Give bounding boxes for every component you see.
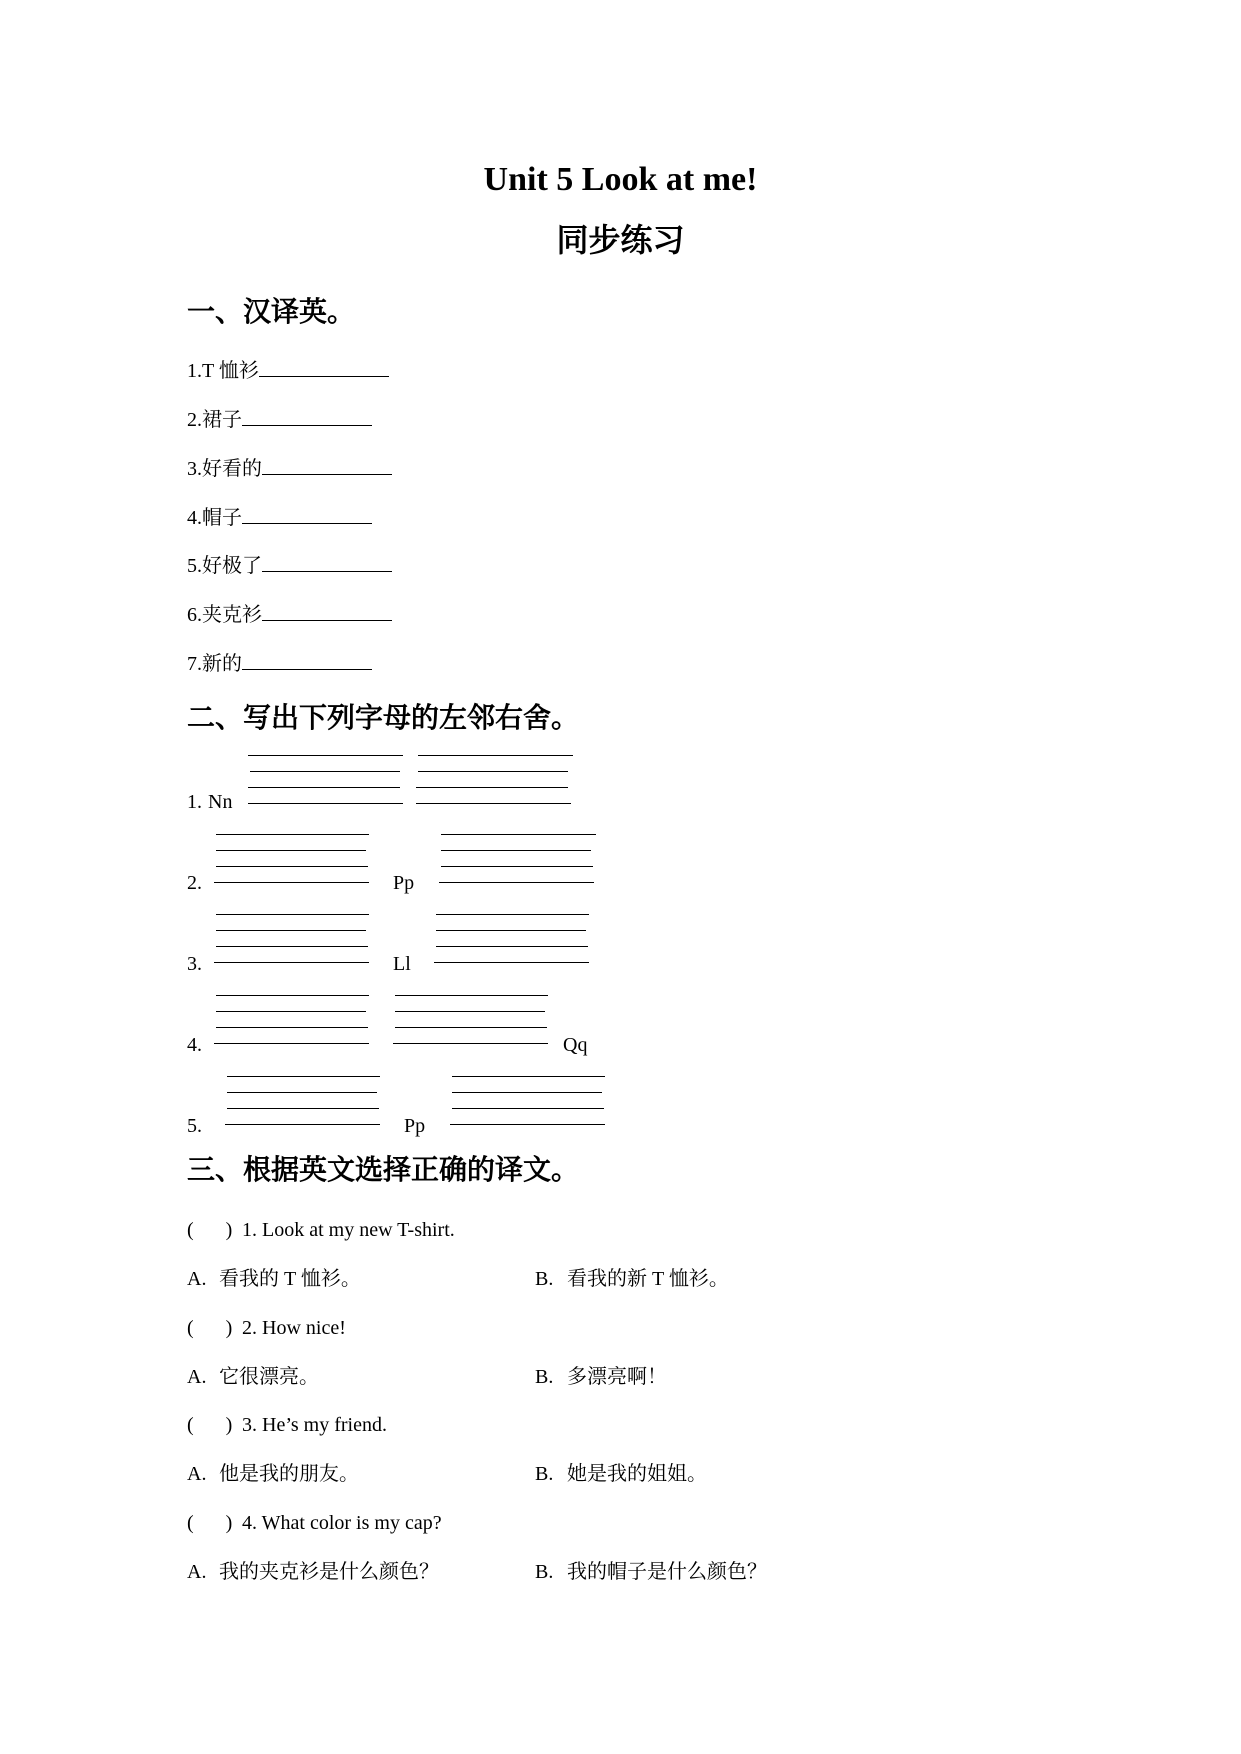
answer-blank[interactable] (242, 405, 372, 426)
answer-lines[interactable] (434, 908, 586, 978)
row-letter: Ll (393, 953, 411, 975)
item-label: 4.帽子 (187, 507, 242, 529)
question-2 (187, 1315, 346, 1341)
option-a: A. 他是我的朋友。 (187, 1463, 359, 1485)
answer-lines[interactable] (450, 1070, 602, 1140)
translate-item-7 (187, 649, 372, 677)
answer-blank[interactable] (259, 356, 389, 377)
item-label: 6.夹克衫 (187, 604, 262, 626)
item-label: 2.裙子 (187, 409, 242, 431)
answer-blank[interactable] (262, 600, 392, 621)
translate-item-2 (187, 405, 372, 433)
row-number: 3. (187, 953, 202, 975)
item-label: 3.好看的 (187, 458, 262, 480)
answer-blank[interactable] (262, 551, 392, 572)
answer-paren[interactable]: ( ) (187, 1317, 233, 1339)
row-letter: Nn (208, 791, 233, 813)
answer-lines[interactable] (214, 827, 366, 897)
worksheet-subtitle: 同步练习 (556, 221, 685, 259)
answer-blank[interactable] (242, 503, 372, 524)
answer-lines[interactable] (225, 1070, 377, 1140)
question-text: 3. He’s my friend. (242, 1414, 387, 1436)
section-1-heading: 一、汉译英。 (187, 295, 356, 328)
row-number: 2. (187, 872, 202, 894)
option-b: B. 她是我的姐姐。 (535, 1463, 707, 1485)
answer-lines[interactable] (416, 746, 568, 816)
question-text: 4. What color is my cap? (242, 1512, 442, 1534)
row-letter: Pp (404, 1115, 426, 1137)
row-number: 5. (187, 1115, 202, 1137)
letter-row-3 (0, 908, 1241, 980)
translate-item-5 (187, 551, 392, 579)
letter-row-5 (0, 1070, 1241, 1142)
letter-row-1 (0, 746, 1241, 818)
section-2-heading: 二、写出下列字母的左邻右舍。 (187, 701, 580, 734)
option-b: B. 我的帽子是什么颜色？ (535, 1561, 767, 1583)
option-b: B. 看我的新 T 恤衫。 (535, 1268, 729, 1290)
question-3 (187, 1412, 387, 1438)
answer-blank[interactable] (262, 454, 392, 475)
item-label: 1.T 恤衫 (187, 360, 259, 382)
answer-lines[interactable] (439, 827, 591, 897)
row-number: 4. (187, 1034, 202, 1056)
answer-lines[interactable] (214, 989, 366, 1059)
worksheet-title: Unit 5 Look at me! (483, 161, 758, 198)
question-4 (187, 1510, 442, 1536)
translate-item-3 (187, 454, 392, 482)
answer-lines[interactable] (248, 746, 400, 816)
answer-blank[interactable] (242, 649, 372, 670)
translate-item-6 (187, 600, 392, 628)
answer-paren[interactable]: ( ) (187, 1414, 233, 1436)
answer-lines[interactable] (393, 989, 545, 1059)
option-a: A. 看我的 T 恤衫。 (187, 1268, 361, 1290)
translate-item-4 (187, 503, 372, 531)
row-number: 1. (187, 791, 202, 813)
item-label: 5.好极了 (187, 555, 262, 577)
option-b: B. 多漂亮啊！ (535, 1366, 667, 1388)
answer-lines[interactable] (214, 908, 366, 978)
section-3-heading: 三、根据英文选择正确的译文。 (187, 1153, 580, 1186)
question-text: 2. How nice! (242, 1317, 346, 1339)
option-a: A. 它很漂亮。 (187, 1366, 319, 1388)
item-label: 7.新的 (187, 653, 242, 675)
question-1 (187, 1217, 455, 1243)
question-text: 1. Look at my new T-shirt. (242, 1219, 455, 1241)
answer-paren[interactable]: ( ) (187, 1512, 233, 1534)
answer-paren[interactable]: ( ) (187, 1219, 233, 1241)
row-letter: Qq (563, 1034, 588, 1056)
option-a: A. 我的夹克衫是什么颜色？ (187, 1561, 439, 1583)
translate-item-1 (187, 356, 389, 384)
row-letter: Pp (393, 872, 415, 894)
letter-row-4 (0, 989, 1241, 1061)
letter-row-2 (0, 827, 1241, 899)
